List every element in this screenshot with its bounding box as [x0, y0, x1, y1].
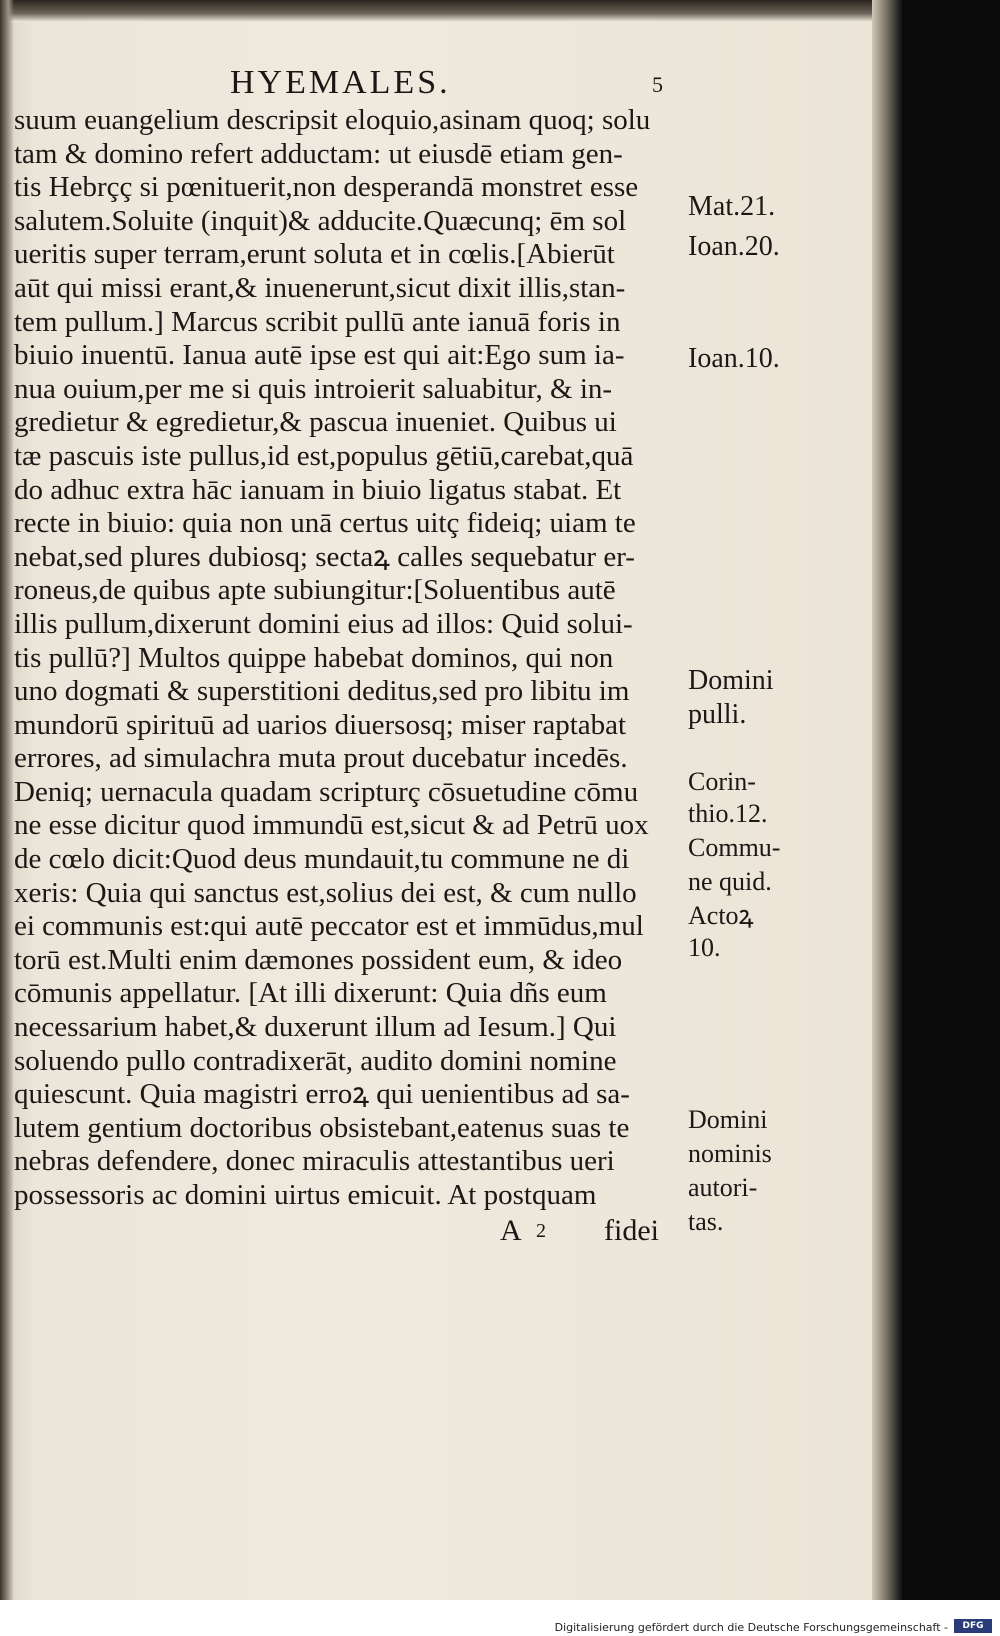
page-top-edge [0, 0, 880, 22]
margin-note-commune: Commu- [688, 833, 781, 862]
body-text [14, 104, 674, 1213]
text-line: illis pullum,dixerunt domini eius ad illos: Quid solui- [14, 607, 633, 640]
digitization-credit: Digitalisierung gefördert durch die Deutsche Forschungsgemeinschaft - [554, 1621, 948, 1634]
text-line: do adhuc extra hāc ianuam in biuio ligatus stabat. Et [14, 473, 622, 506]
text-line: salutem.Soluite (inquit)& adducite.Quæcunq; ēm sol [14, 204, 627, 237]
margin-note-domini-pulli: pulli. [688, 699, 747, 730]
text-line: Deniq; uernacula quadam scripturç cōsuetudine cōmu [14, 775, 639, 808]
text-line: recte in biuio: quia non unā certus uitç fideiq; uiam te [14, 507, 636, 540]
text-line: necessarium habet,& duxerunt illum ad Iesum.] Qui [14, 1011, 617, 1044]
text-line: roneus,de quibus apte subiungitur:[Soluentibus autē [14, 574, 616, 607]
page-gutter-shadow [0, 0, 14, 1600]
text-line: possessoris ac domini uirtus emicuit. At postquam [14, 1179, 597, 1211]
text-line: biuio inuentū. Ianua autē ipse est qui ait:Ego sum ia- [14, 339, 625, 372]
margin-note-domini-nominis: nominis [688, 1139, 772, 1168]
text-line: tæ pascuis iste pullus,id est,populus gētiū,carebat,quā [14, 439, 634, 472]
text-line: aūt qui missi erant,& inuenerunt,sicut dixit illis,stan- [14, 271, 626, 304]
margin-note-corinthio: Corin- [688, 767, 756, 796]
text-line: torū est.Multi enim dæmones possident eum, & ideo [14, 943, 623, 976]
signature-mark: A [500, 1214, 522, 1247]
margin-note-commune: ne quid. [688, 867, 772, 896]
text-line: ei communis est:qui autē peccator est et immūdus,mul [14, 910, 644, 943]
text-line: errores, ad simulachra muta prout ducebatur incedēs. [14, 742, 628, 775]
text-line: tem pullum.] Marcus scribit pullū ante ianuā foris in [14, 305, 621, 338]
text-line: mundorū spirituū ad uarios diuersosq; miser raptabat [14, 708, 627, 741]
dfg-logo-icon: DFG [954, 1619, 992, 1633]
text-line: soluendo pullo contradixerāt, audito domini nomine [14, 1044, 617, 1077]
text-line: uno dogmati & superstitioni deditus,sed pro libitu im [14, 675, 630, 708]
running-head: HYEMALES. [230, 64, 451, 101]
margin-note-domini-nominis: autori- [688, 1173, 758, 1202]
text-line: tis Hebrçç si pœnituerit,non desperandā monstret esse [14, 171, 639, 204]
margin-note-corinthio: thio.12. [688, 799, 768, 828]
margin-note-ioan-10: Ioan.10. [688, 343, 780, 374]
text-line: quiescunt. Quia magistri erroꝝ qui uenientibus ad sa- [14, 1078, 630, 1111]
text-line: cōmunis appellatur. [At illi dixerunt: Quia dñs eum [14, 977, 607, 1010]
text-line: suum euangelium descripsit eloquio,asinam quoq; solu [14, 104, 651, 136]
text-line: ueritis super terram,erunt soluta et in cœlis.[Abierūt [14, 238, 615, 271]
catchword: fidei [604, 1214, 659, 1247]
text-line: lutem gentium doctoribus obsistebant,eatenus suas te [14, 1111, 630, 1144]
text-line: ne esse dicitur quod immundū est,sicut & ad Petrū uox [14, 809, 649, 842]
text-line: nebras defendere, donec miraculis attestantibus ueri [14, 1145, 615, 1178]
margin-note-actorum: 10. [688, 933, 721, 962]
text-line: nebat,sed plures dubiosq; sectaꝝ calles sequebatur er- [14, 540, 635, 573]
text-line: de cœlo dicit:Quod deus mundauit,tu commune ne di [14, 843, 630, 876]
margin-note-mat: Mat.21. [688, 191, 776, 222]
page-number: 5 [652, 72, 663, 97]
margin-note-actorum: Actoꝝ [688, 901, 754, 930]
text-line: tis pullū?] Multos quippe habebat dominos, qui non [14, 641, 614, 674]
text-line: nua ouium,per me si quis introierit saluabitur, & in- [14, 372, 613, 405]
margin-note-domini-pulli: Domini [688, 665, 774, 696]
text-line: tam & domino refert adductam: ut eiusdē etiam gen- [14, 137, 623, 170]
signature-number: 2 [536, 1220, 546, 1242]
margin-note-domini-nominis: tas. [688, 1207, 724, 1236]
margin-note-domini-nominis: Domini [688, 1105, 768, 1134]
text-line: xeris: Quia qui sanctus est,solius dei est, & cum nullo [14, 876, 637, 909]
text-line: gredietur & egredietur,& pascua inueniet. Quibus ui [14, 406, 617, 439]
margin-note-ioan-20: Ioan.20. [688, 231, 780, 262]
page-right-edge [872, 0, 902, 1600]
